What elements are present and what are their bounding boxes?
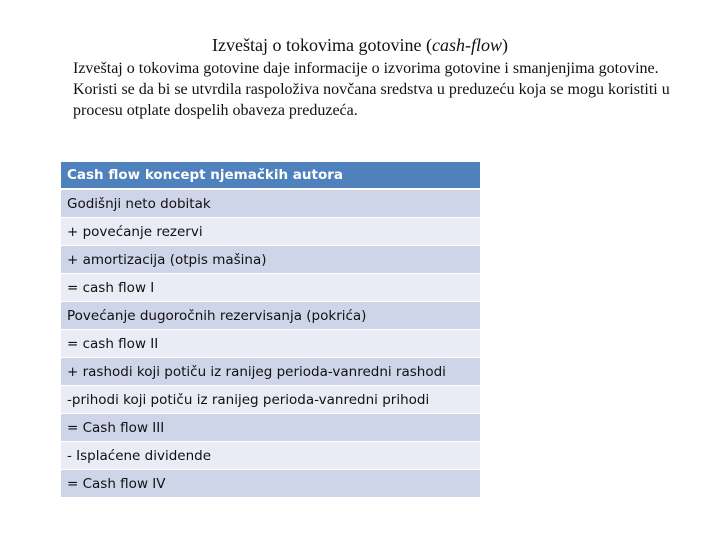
page-title <box>0 34 720 56</box>
table-row <box>61 190 480 218</box>
table-row <box>61 386 480 414</box>
table-row <box>61 414 480 442</box>
table-header-row <box>61 162 480 190</box>
table-header: Cash flow koncept njemačkih autora <box>61 162 480 190</box>
table-cell: = Cash flow III <box>61 414 480 442</box>
table-cell: + rashodi koji potiču iz ranijeg perioda-vanredni rashodi <box>61 358 480 386</box>
table-row <box>61 442 480 470</box>
title-main: Izveštaj o tokovima gotovine ( <box>212 35 432 55</box>
table-cell: + amortizacija (otpis mašina) <box>61 246 480 274</box>
table-cell: + povećanje rezervi <box>61 218 480 246</box>
table-cell: Godišnji neto dobitak <box>61 190 480 218</box>
table-cell: = cash flow II <box>61 330 480 358</box>
table-row <box>61 218 480 246</box>
table-row <box>61 330 480 358</box>
table-cell: Povećanje dugoročnih rezervisanja (pokrića) <box>61 302 480 330</box>
table-row <box>61 246 480 274</box>
title-close: ) <box>501 35 508 55</box>
table-row <box>61 302 480 330</box>
table-row <box>61 470 480 498</box>
cash-flow-table <box>61 162 480 498</box>
table-cell: = cash flow I <box>61 274 480 302</box>
table-row <box>61 274 480 302</box>
intro-paragraph: Izveštaj o tokovima gotovine daje informacije o izvorima gotovine i smanjenjima gotovine. Koristi se da bi se utvrdila raspoloživa novčana sredstva u preduzeću koja se mogu koristiti u procesu otplate dospelih obaveza preduzeća. <box>73 60 670 119</box>
table-cell: - Isplaćene dividende <box>61 442 480 470</box>
table-row <box>61 358 480 386</box>
table-cell: -prihodi koji potiču iz ranijeg perioda-vanredni prihodi <box>61 386 480 414</box>
title-italic: cash-flow <box>431 35 502 55</box>
table-cell: = Cash flow IV <box>61 470 480 498</box>
